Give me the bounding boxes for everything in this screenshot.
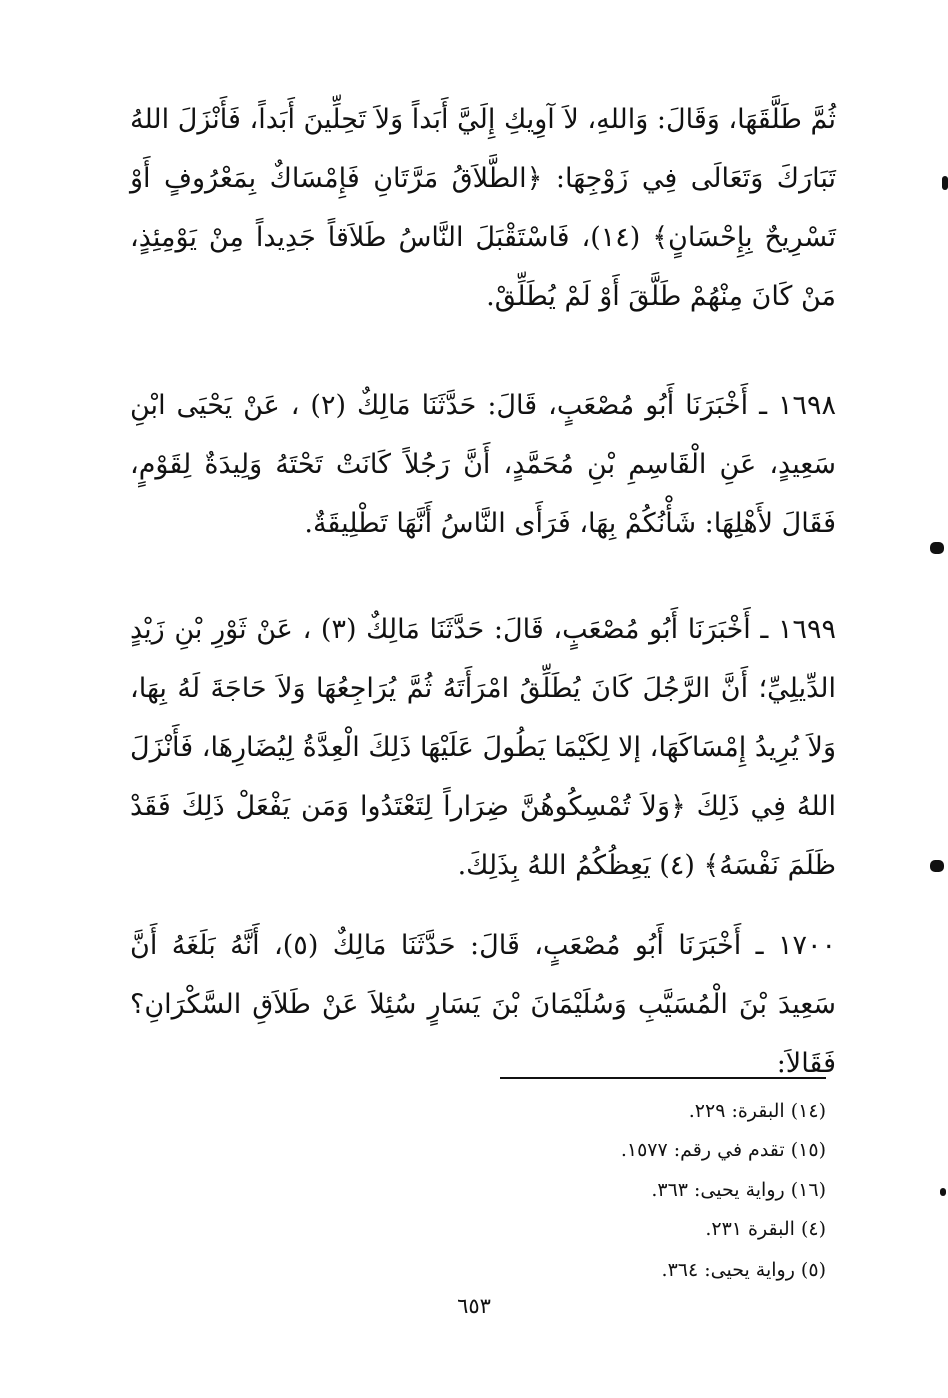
footnote-5: (٥) رواية يحيى: ٣٦٤.	[661, 1259, 826, 1281]
footnote-4: (٤) البقرة ٢٣١.	[705, 1218, 826, 1240]
footnote-separator	[500, 1077, 826, 1079]
paragraph-hadith-1698: ١٦٩٨ ـ أَخْبَرَنَا أَبُو مُصْعَبٍ، قَالَ: حَدَّثَنَا مَالِكٌ (٢) ، عَنْ يَحْيَى ابْنِ سَعِيدٍ، عَنِ الْقَاسِمِ بْنِ مُحَمَّدٍ، أَنَّ رَجُلاً كَانَتْ تَحْتَهُ وَلِيدَةٌ لِقَوْمٍ، فَقَالَ لأَهْلِهَا: شَأْنُكُمْ بِهَا، فَرَأَى النَّاسُ أَنَّهَا تَطْلِيقَةٌ.	[130, 390, 837, 539]
paragraph-hadith-1699: ١٦٩٩ ـ أَخْبَرَنَا أَبُو مُصْعَبٍ، قَالَ: حَدَّثَنَا مَالِكٌ (٣) ، عَنْ ثَوْرِ بْنِ زَيْدٍ الدِّيلِيِّ؛ أَنَّ الرَّجُلَ كَانَ يُطَلِّقُ امْرَأَتَهُ ثُمَّ يُرَاجِعُهَا وَلاَ حَاجَةَ لَهُ بِهَا، وَلاَ يُرِيدُ إِمْسَاكَهَا، إلا لِكَيْمَا يَطُولَ عَلَيْهَا ذَلِكَ الْعِدَّةُ لِيُضَارِهَا، فَأَنْزَلَ اللهُ فِي ذَلِكَ ﴿وَلاَ تُمْسِكُوهُنَّ ضِرَاراً لِتَعْتَدُوا وَمَن يَفْعَلْ ذَلِكَ فَقَدْ ظَلَمَ نَفْسَهُ﴾ (٤) يَعِظُكُمُ اللهُ بِذَلِكَ.	[130, 614, 836, 881]
paragraph-hadith-1700: ١٧٠٠ ـ أَخْبَرَنَا أَبُو مُصْعَبٍ، قَالَ: حَدَّثَنَا مَالِكٌ (٥)، أَنَّهُ بَلَغَهُ أَنَّ سَعِيدَ بْنَ الْمُسَيَّبِ وَسُلَيْمَانَ بْنَ يَسَارٍ سُئِلاَ عَنْ طَلاَقِ السَّكْرَانِ؟ فَقَالاَ:	[130, 930, 836, 1079]
scan-edge-mark	[942, 176, 948, 190]
scan-edge-mark	[930, 542, 944, 554]
footnote-14: (١٤) البقرة: ٢٢٩.	[688, 1100, 826, 1122]
page-number: ٦٥٣	[457, 1294, 491, 1318]
footnote-15: (١٥) تقدم في رقم: ١٥٧٧.	[620, 1139, 826, 1161]
paragraph-intro: ثُمَّ طَلَّقَهَا، وَقَالَ: وَاللهِ، لاَ آوِيكِ إِلَيَّ أَبَداً وَلاَ تَحِلِّينَ أَبَداً، فَأَنْزَلَ اللهُ تَبَارَكَ وَتَعَالَى فِي زَوْجِهَا: ﴿الطَّلاَقُ مَرَّتَانِ فَإِمْسَاكٌ بِمَعْرُوفٍ أَوْ تَسْرِيحٌ بِإِحْسَانٍ﴾ (١٤)، فَاسْتَقْبَلَ النَّاسُ طَلاَقاً جَدِيداً مِنْ يَوْمِئِذٍ، مَنْ كَانَ مِنْهُمْ طَلَّقَ أَوْ لَمْ يُطَلِّقْ.	[130, 104, 836, 312]
scan-edge-mark	[940, 1188, 946, 1196]
footnote-16: (١٦) رواية يحيى: ٣٦٣.	[651, 1179, 826, 1201]
scan-edge-mark	[930, 860, 944, 872]
